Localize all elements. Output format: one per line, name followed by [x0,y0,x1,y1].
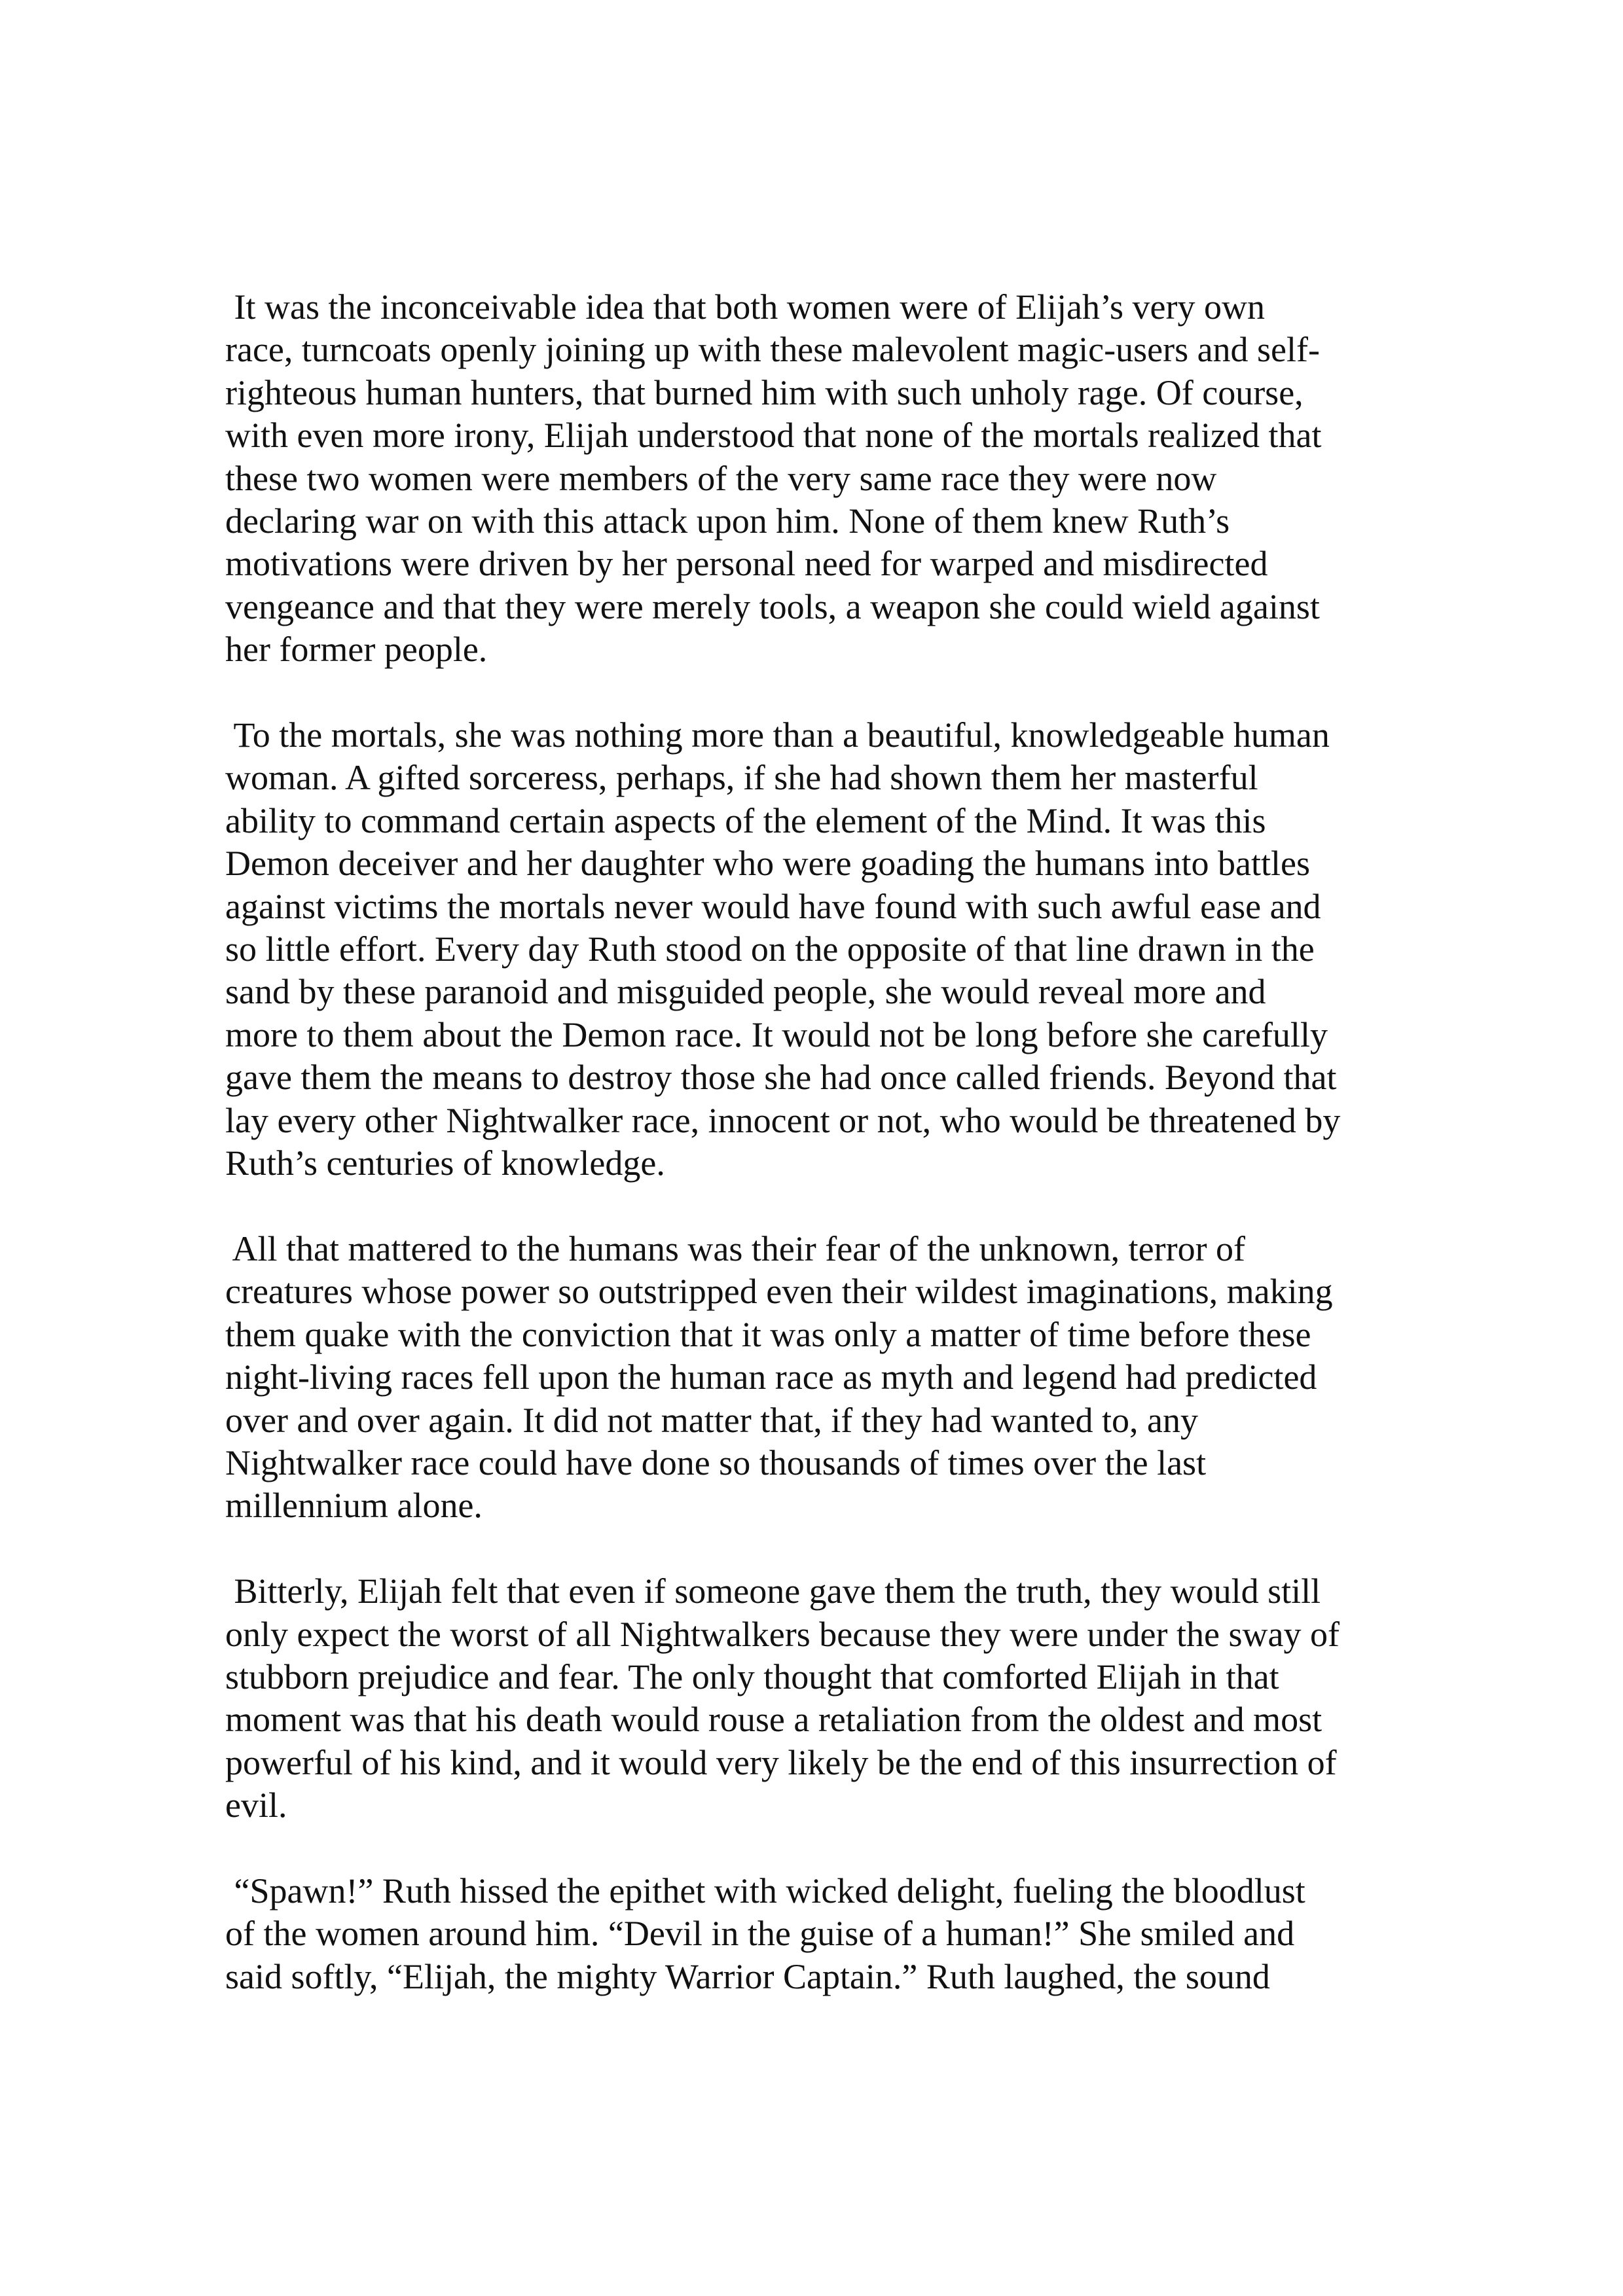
text-line: millennium alone. [225,1486,483,1526]
text-line: her former people. [225,630,488,670]
text-line: of the women around him. “Devil in the guise of a human!” She smiled and [225,1914,1295,1954]
text-line: against victims the mortals never would have found with such awful ease and [225,886,1321,926]
text-line: All that mattered to the humans was their fear of the unknown, terror of [225,1229,1246,1268]
text-line: “Spawn!” Ruth hissed the epithet with wicked delight, fueling the bloodlust [225,1871,1305,1910]
text-line: Nightwalker race could have done so thousands of times over the last [225,1443,1207,1482]
text-line: lay every other Nightwalker race, innocent or not, who would be threatened by [225,1100,1341,1140]
text-line: these two women were members of the very same race they were now [225,458,1217,498]
paragraph-2 [225,714,1404,1185]
text-line: race, turncoats openly joining up with these malevolent magic-users and self- [225,330,1320,370]
text-line: over and over again. It did not matter that, if they had wanted to, any [225,1400,1199,1440]
paragraph-5 [225,1870,1404,1998]
paragraph-1 [225,286,1404,672]
text-line: stubborn prejudice and fear. The only thought that comforted Elijah in that [225,1657,1279,1696]
paragraph-3 [225,1228,1404,1528]
text-line: declaring war on with this attack upon him. None of them knew Ruth’s [225,501,1230,541]
text-line: more to them about the Demon race. It would not be long before she carefully [225,1014,1328,1054]
text-line: motivations were driven by her personal need for warped and misdirected [225,544,1268,584]
text-line: moment was that his death would rouse a retaliation from the oldest and most [225,1700,1322,1740]
text-line: To the mortals, she was nothing more than a beautiful, knowledgeable human [225,715,1330,755]
text-line: them quake with the conviction that it was only a matter of time before these [225,1314,1311,1354]
text-line: woman. A gifted sorceress, perhaps, if she had shown them her masterful [225,758,1258,798]
paragraph-4 [225,1570,1404,1827]
text-line: vengeance and that they were merely tools, a weapon she could wield against [225,586,1320,626]
text-line: powerful of his kind, and it would very likely be the end of this insurrection of [225,1742,1337,1782]
text-line: sand by these paranoid and misguided people, she would reveal more and [225,972,1266,1012]
text-line: evil. [225,1785,287,1825]
text-line: righteous human hunters, that burned him with such unholy rage. Of course, [225,372,1304,412]
text-line: ability to command certain aspects of the element of the Mind. It was this [225,800,1266,840]
text-line: It was the inconceivable idea that both women were of Elijah’s very own [225,287,1265,327]
text-line: gave them the means to destroy those she had once called friends. Beyond that [225,1058,1337,1098]
text-line: Demon deceiver and her daughter who were goading the humans into battles [225,844,1310,884]
text-line: only expect the worst of all Nightwalkers because they were under the sway of [225,1614,1340,1654]
text-line: said softly, “Elijah, the mighty Warrior Captain.” Ruth laughed, the sound [225,1956,1270,1996]
text-line: so little effort. Every day Ruth stood on the opposite of that line drawn in the [225,929,1315,969]
text-line: Ruth’s centuries of knowledge. [225,1143,665,1183]
text-line: with even more irony, Elijah understood that none of the mortals realized that [225,416,1322,456]
text-line: Bitterly, Elijah felt that even if someone gave them the truth, they would still [225,1571,1321,1611]
body-text [225,286,1404,2041]
text-line: night-living races fell upon the human race as myth and legend had predicted [225,1357,1317,1397]
text-line: creatures whose power so outstripped even their wildest imaginations, making [225,1272,1333,1312]
